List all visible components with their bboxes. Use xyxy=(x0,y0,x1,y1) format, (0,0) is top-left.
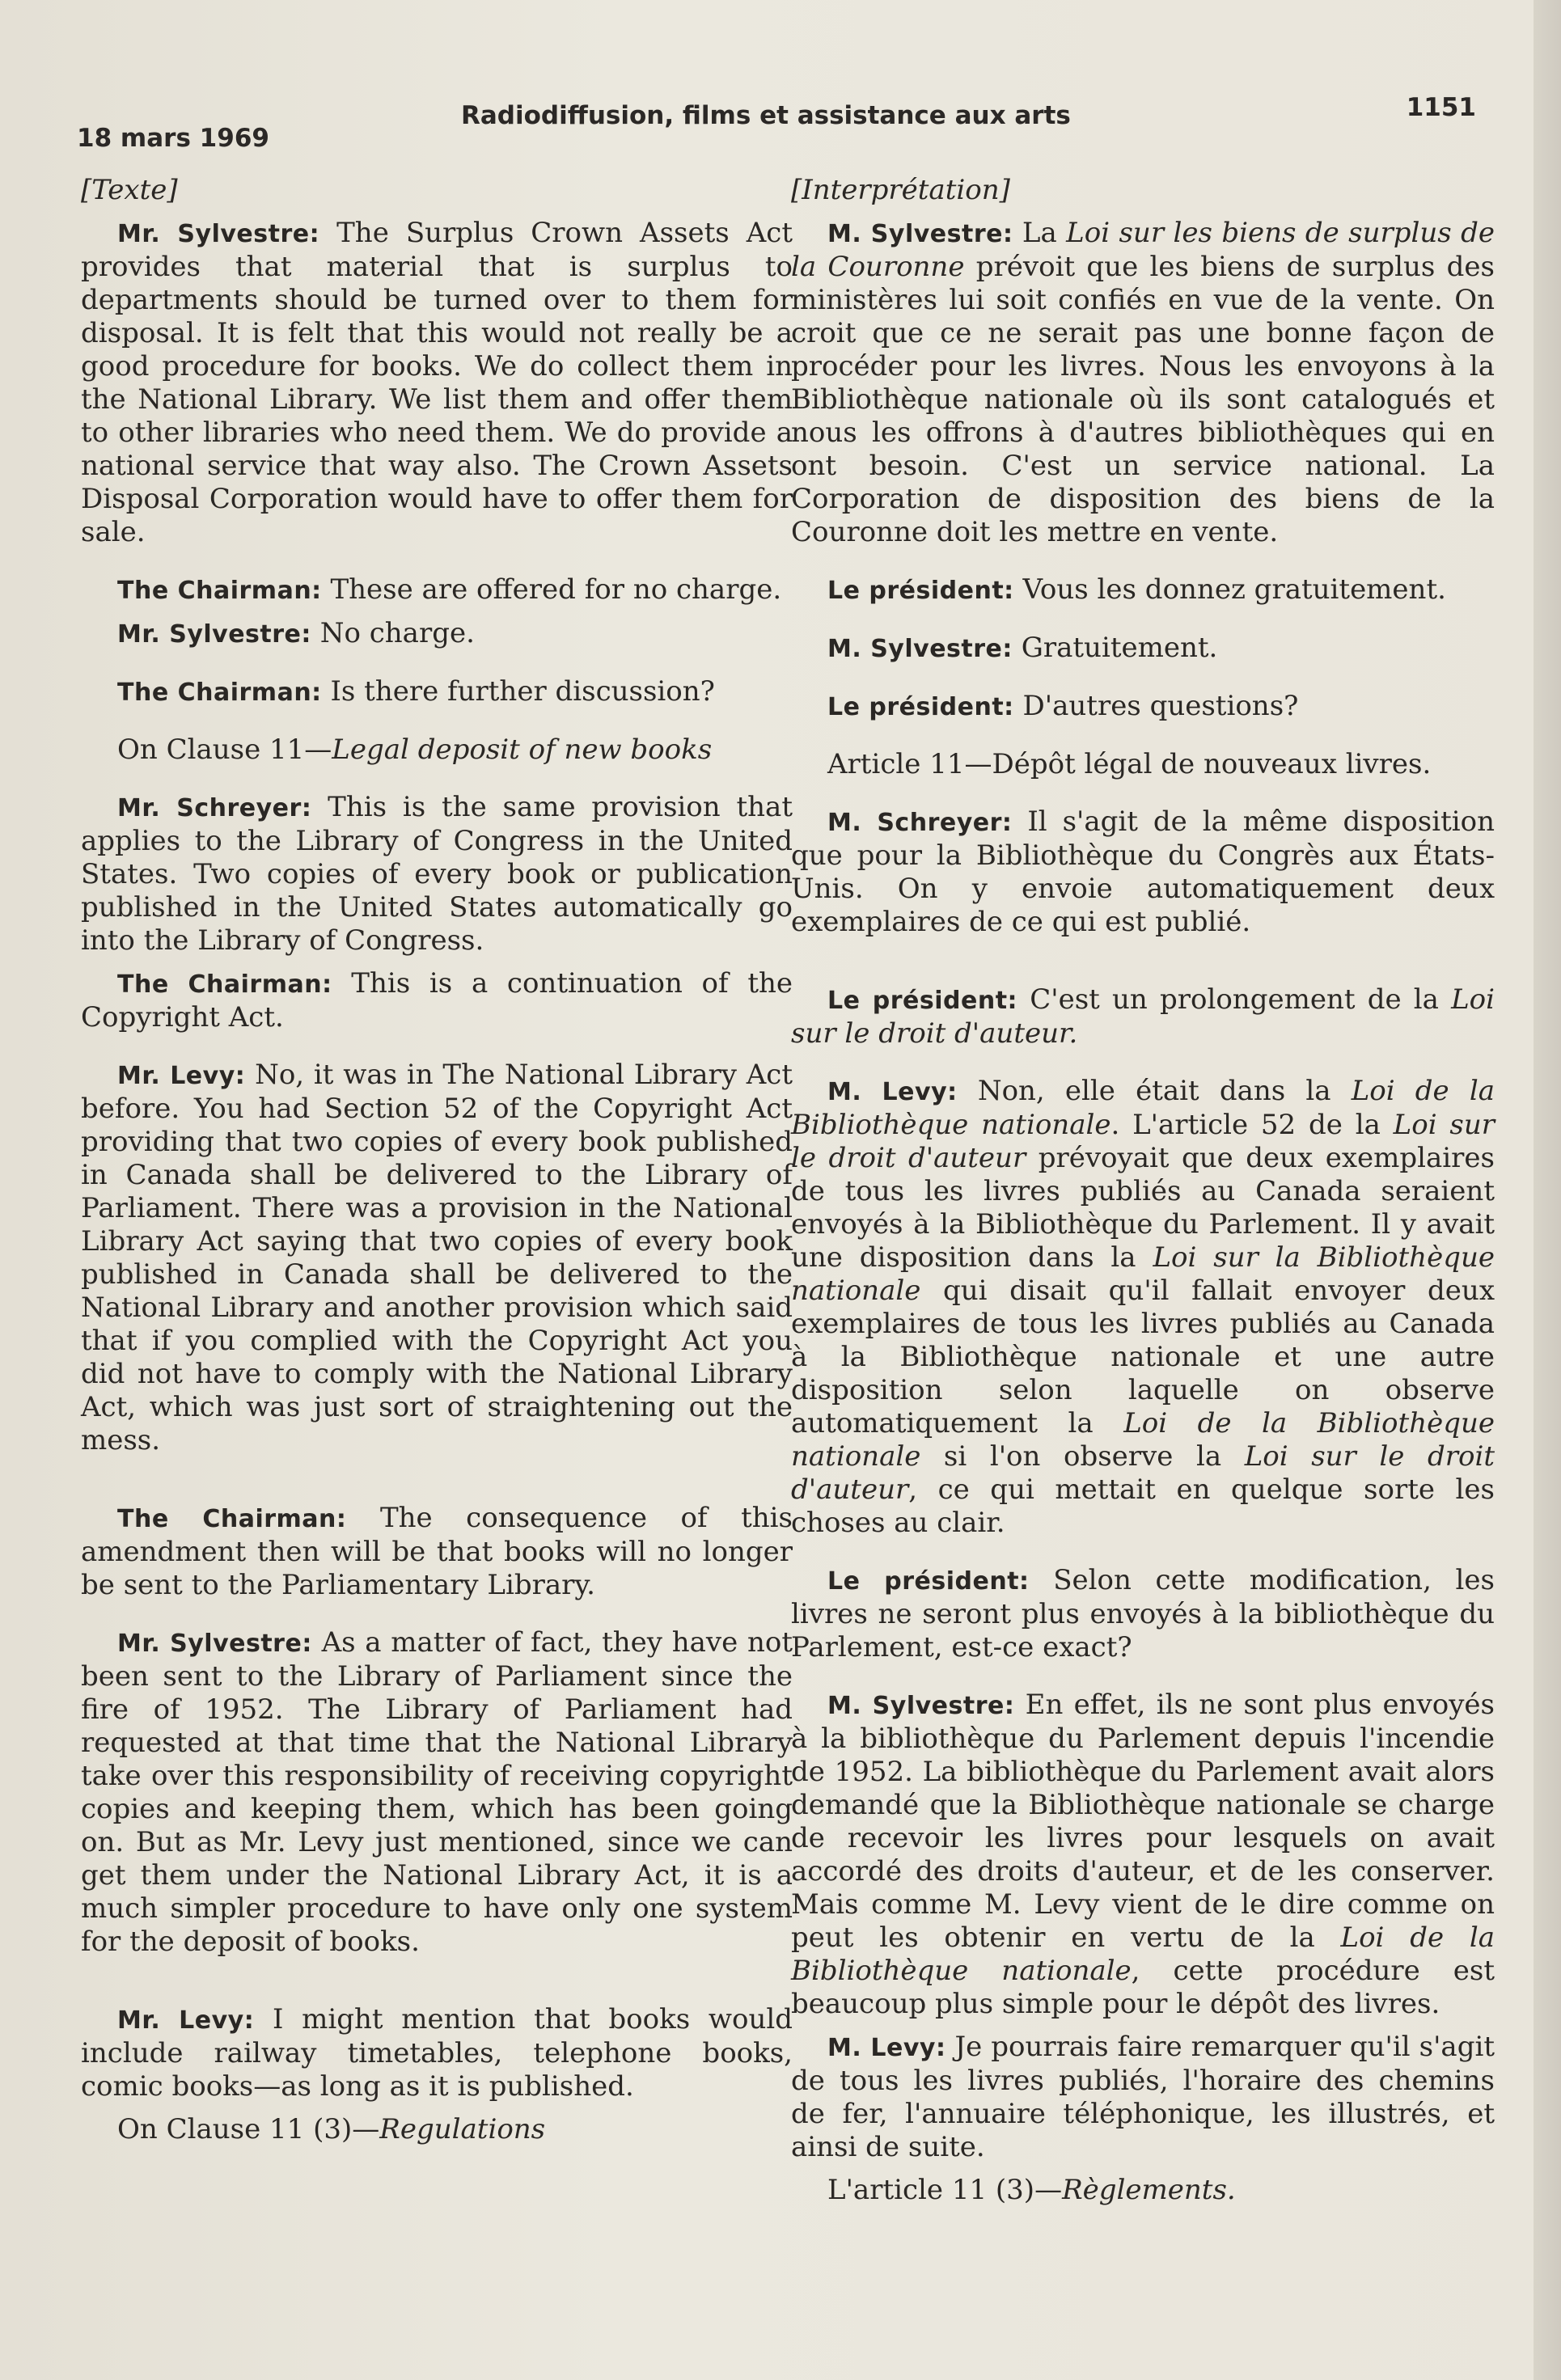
speaker: Mr. Levy: xyxy=(117,2006,255,2035)
paragraph xyxy=(81,791,793,957)
paragraph xyxy=(81,2003,793,2103)
speech: Gratuitement. xyxy=(1021,632,1218,664)
paragraph: M. Levy: Non, elle était dans la Loi de la Bibliothèque nationale. L'article 52 de la Loi sur le droit d'auteur prévoyait que deux exemplaires de tous les livres publiés au Canada seraient envoyés à la Bibliothèque du Parlement. Il y avait une disposition dans la Loi sur la Bibliothèque nationale qui disait qu'il fallait envoyer deux exemplaires de tous les livres publiés au Canada à la Bibliothèque nationale et une autre disposition selon laquelle on observe automatiquement la Loi de la Bibliothèque nationale si l'on observe la Loi sur le droit d'auteur, ce qui mettait en quelque sorte les choses au clair. xyxy=(791,1075,1495,1539)
paragraph xyxy=(791,1564,1495,1664)
speech: Vous les donnez gratuitement. xyxy=(1022,573,1446,606)
paragraph xyxy=(81,1059,793,1457)
speaker: M. Sylvestre: xyxy=(827,635,1013,663)
speech: The consequence of this amendment then will be that books will no longer be sent to the Parliamentary Library. xyxy=(81,1502,793,1601)
interpretation-tag: [Interprétation] xyxy=(791,174,1010,206)
speech: This is the same provision that applies to the Library of Congress in the United States. Two copies of every book or publication published in the United States automatically go into the Library of Congress. xyxy=(81,791,793,957)
speech: As a matter of fact, they have not been sent to the Library of Parliament since the fire of 1952. The Library of Parliament had requested at that time that the National Library take over this responsibility of receiving copyright copies and keeping them, which has been going on. But as Mr. Levy just mentioned, since we can get them under the National Library Act, it is a much simpler procedure to have only one system for the deposit of books. xyxy=(81,1626,793,1958)
speaker: The Chairman: xyxy=(117,970,332,999)
speaker: The Chairman: xyxy=(117,1505,347,1533)
speaker: Le président: xyxy=(827,1567,1030,1596)
speech: I might mention that books would include railway timetables, telephone books, comic books—as long as it is published. xyxy=(81,2003,793,2103)
speaker: M. Schreyer: xyxy=(827,809,1013,837)
page-header xyxy=(77,93,1484,153)
speech: D'autres questions? xyxy=(1022,690,1299,722)
paragraph xyxy=(81,217,793,549)
paragraph xyxy=(81,675,793,709)
clause-heading: L'article 11 (3)—Règlements. xyxy=(827,2174,1236,2206)
speaker: Le président: xyxy=(827,693,1014,721)
speech: These are offered for no charge. xyxy=(330,573,782,606)
header-title: Radiodiffusion, films et assistance aux arts xyxy=(461,101,1071,130)
paragraph xyxy=(81,1502,793,1602)
paragraph xyxy=(791,805,1495,939)
speaker: Mr. Schreyer: xyxy=(117,794,312,822)
speaker: The Chairman: xyxy=(117,678,322,707)
speaker: M. Sylvestre: xyxy=(827,220,1013,248)
speech: No, it was in The National Library Act before. You had Section 52 of the Copyright Act providing that two copies of every book published in Canada shall be delivered to the Library of Parliament. There was a provision in the National Library Act saying that two copies of every book published in Canada shall be delivered to the National Library and another provision which said that if you complied with the Copyright Act you did not have to comply with the National Library Act, which was just sort of straightening out the mess. xyxy=(81,1059,793,1456)
speech: Il s'agit de la même disposition que pour la Bibliothèque du Congrès aux États-Unis. On y envoie automatiquement deux exemplaires de ce qui est publié. xyxy=(791,805,1495,938)
clause-heading: Article 11—Dépôt légal de nouveaux livres. xyxy=(827,748,1432,780)
paragraph xyxy=(791,690,1495,724)
paragraph xyxy=(81,617,793,651)
speech: Selon cette modification, les livres ne seront plus envoyés à la bibliothèque du Parlement, est-ce exact? xyxy=(791,1564,1495,1663)
page-edge-shadow xyxy=(1534,0,1561,2380)
header-date: 18 mars 1969 xyxy=(77,124,269,153)
header-page-number: 1151 xyxy=(1406,93,1476,122)
paragraph: M. Sylvestre: La Loi sur les biens de surplus de la Couronne prévoit que les biens de surplus des ministères lui soit confiés en vue de la vente. On croit que ce ne serait pas une bonne façon de procéder pour les livres. Nous les envoyons à la Bibliothèque nationale où ils sont catalogués et nous les offrons à d'autres bibliothèques qui en ont besoin. C'est un service national. La Corporation de disposition des biens de la Couronne doit les mettre en vente. xyxy=(791,217,1495,548)
clause-heading: On Clause 11 (3)—Regulations xyxy=(117,2113,546,2145)
paragraph xyxy=(81,573,793,607)
clause-heading: On Clause 11—Legal deposit of new books xyxy=(117,733,713,766)
speaker: The Chairman: xyxy=(117,577,322,605)
english-column xyxy=(81,174,793,2156)
paragraph xyxy=(791,632,1495,666)
text-tag: [Texte] xyxy=(81,174,178,206)
speaker: M. Sylvestre: xyxy=(827,1692,1015,1720)
speaker: Le président: xyxy=(827,577,1014,605)
speaker: Mr. Levy: xyxy=(117,1062,246,1090)
speaker: Mr. Sylvestre: xyxy=(117,220,320,248)
speech: The Surplus Crown Assets Act provides that material that is surplus to departments should be turned over to them for disposal. It is felt that this would not really be a good procedure for books. We do collect them in the National Library. We list them and offer them to other libraries who need them. We do provide a national service that way also. The Crown Assets Disposal Corporation would have to offer them for sale. xyxy=(81,217,793,548)
speech: Is there further discussion? xyxy=(330,675,715,708)
paragraph xyxy=(791,2031,1495,2164)
speaker: Mr. Sylvestre: xyxy=(117,1630,312,1658)
speech: No charge. xyxy=(319,617,475,649)
paragraph xyxy=(81,1626,793,1959)
paragraph xyxy=(81,967,793,1034)
speaker: Mr. Sylvestre: xyxy=(117,620,311,649)
speaker: M. Levy: xyxy=(827,1078,958,1106)
french-column xyxy=(791,174,1495,2217)
paragraph: M. Sylvestre: En effet, ils ne sont plus envoyés à la bibliothèque du Parlement depuis l'incendie de 1952. La bibliothèque du Parlement avait alors demandé que la Bibliothèque nationale se charge de recevoir les livres pour lesquels on avait accordé des droits d'auteur, et de les conserver. Mais comme M. Levy vient de le dire comme on peut les obtenir en vertu de la Loi de la Bibliothèque nationale, cette procédure est beaucoup plus simple pour le dépôt des livres. xyxy=(791,1689,1495,2020)
speaker: M. Levy: xyxy=(827,2034,946,2062)
paragraph: Le président: C'est un prolongement de la Loi sur le droit d'auteur. xyxy=(791,983,1495,1050)
speaker: Le président: xyxy=(827,987,1018,1015)
speech: Je pourrais faire remarquer qu'il s'agit de tous les livres publiés, l'horaire des chemins de fer, l'annuaire téléphonique, les illustrés, et ainsi de suite. xyxy=(791,2031,1495,2163)
speech: This is a continuation of the Copyright Act. xyxy=(81,967,793,1034)
paragraph xyxy=(791,573,1495,607)
